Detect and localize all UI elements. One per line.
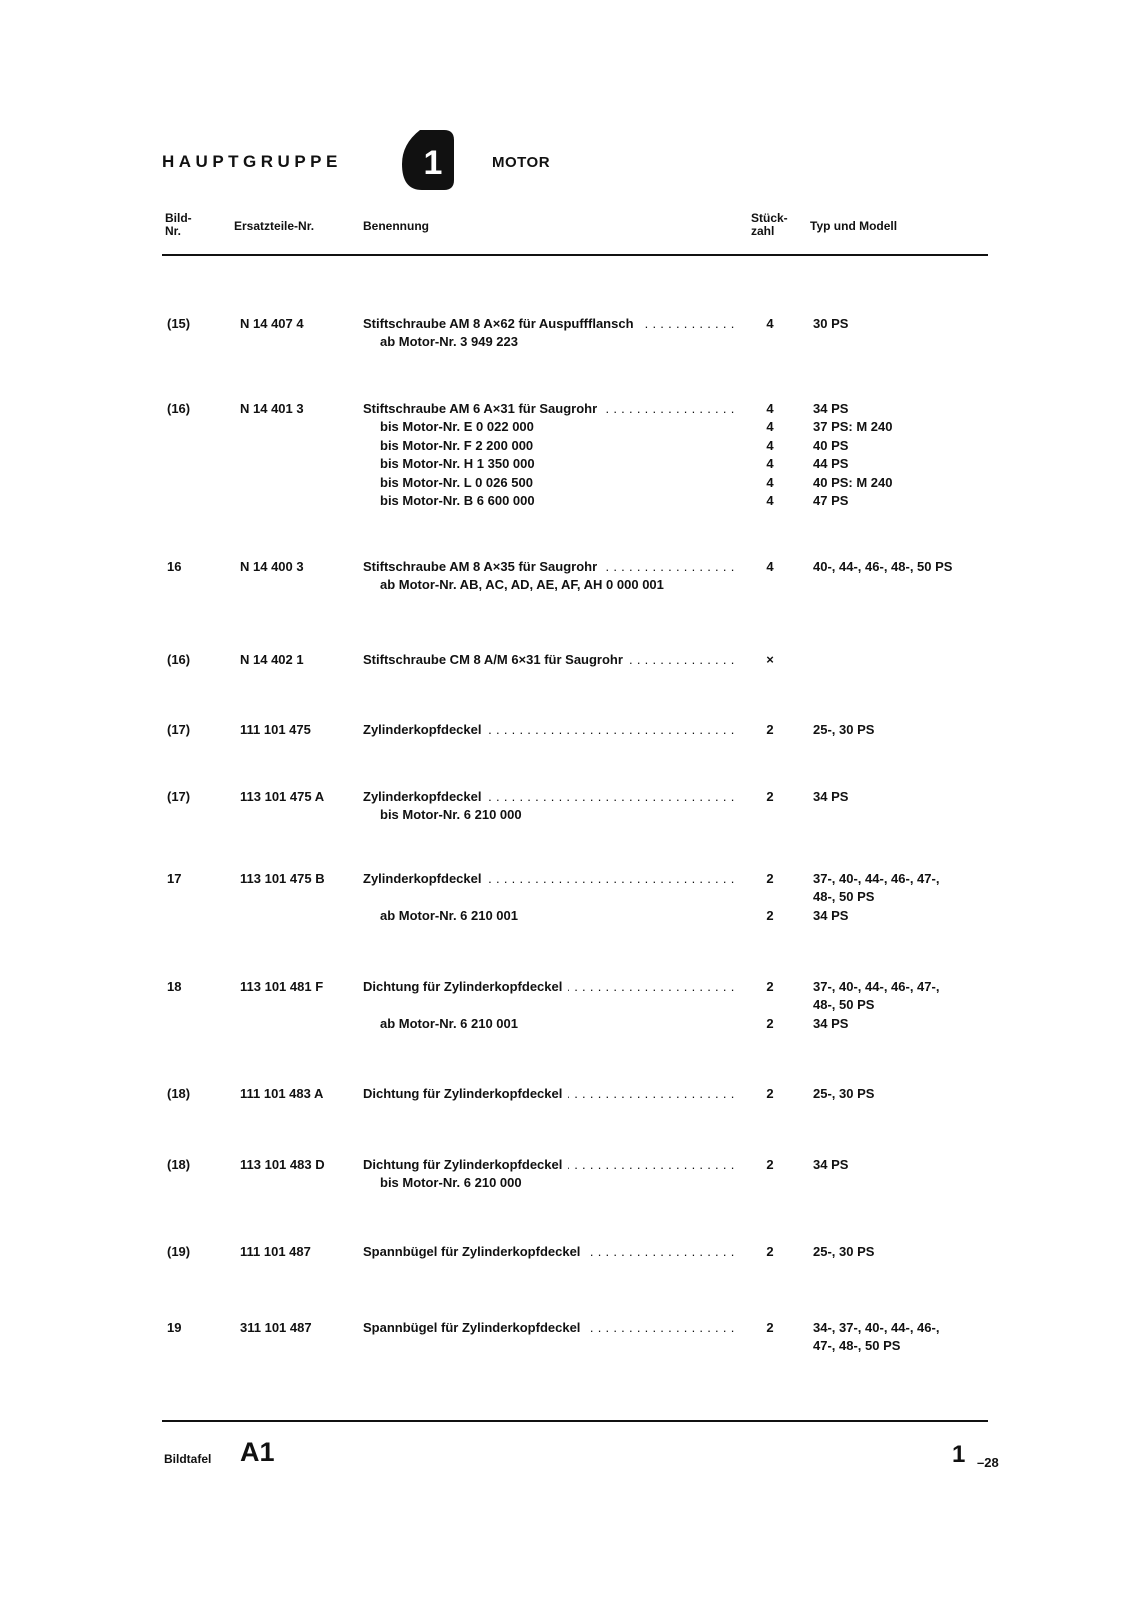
description bbox=[363, 651, 735, 669]
description bbox=[363, 721, 735, 739]
page-subnumber: –28 bbox=[977, 1455, 999, 1470]
figure-number: 17 bbox=[167, 871, 182, 886]
description-text: bis Motor-Nr. 6 210 000 bbox=[380, 1174, 528, 1192]
col-header-qty bbox=[751, 212, 788, 238]
part-number: 111 101 487 bbox=[240, 1244, 311, 1259]
quantity-value: 4 bbox=[766, 401, 774, 416]
figure-number: (15) bbox=[167, 316, 191, 331]
part-number: N 14 401 3 bbox=[240, 401, 304, 416]
type-model-value: 34 PS bbox=[813, 1015, 849, 1031]
quantity bbox=[763, 651, 777, 669]
description-text: . . . Dichtung für Zylinderkopfdeckel bbox=[363, 1085, 568, 1103]
page-number: 1 bbox=[952, 1441, 966, 1468]
description bbox=[363, 1156, 735, 1193]
description-text: bis Motor-Nr. 6 210 000 bbox=[380, 806, 528, 824]
type-model-value: 34 PS bbox=[813, 1157, 849, 1172]
quantity-value: 4 bbox=[766, 559, 774, 574]
description-line bbox=[363, 1319, 735, 1337]
part-number: 113 101 483 D bbox=[240, 1157, 325, 1172]
quantity bbox=[763, 558, 777, 576]
quantity-value: × bbox=[766, 652, 774, 667]
col-header-qty-line1: Stück- bbox=[751, 211, 788, 225]
description-subline bbox=[363, 576, 735, 594]
quantity-value: 2 bbox=[766, 1320, 774, 1335]
quantity-value: 2 bbox=[766, 1244, 774, 1259]
description-text: . . . Stiftschraube AM 8 A×62 für Auspuffflansch bbox=[363, 315, 640, 333]
description-text: . . . Dichtung für Zylinderkopfdeckel bbox=[363, 978, 568, 996]
type-model-value: 34-, 37-, 40-, 44-, 46-, bbox=[813, 1320, 940, 1335]
group-number-badge-shape bbox=[400, 128, 456, 192]
description-subline bbox=[363, 418, 735, 436]
description bbox=[363, 1243, 735, 1261]
description-subline bbox=[363, 333, 735, 351]
figure-number: (19) bbox=[167, 1244, 191, 1259]
description-line bbox=[363, 1085, 735, 1103]
description-line bbox=[363, 315, 735, 333]
quantity-value: 2 bbox=[766, 1086, 774, 1101]
part-number: 113 101 481 F bbox=[240, 979, 324, 994]
quantity-value bbox=[763, 888, 777, 906]
description-subline bbox=[363, 1174, 735, 1192]
description-text: bis Motor-Nr. L 0 026 500 bbox=[380, 474, 539, 492]
quantity-value: 2 bbox=[766, 1157, 774, 1172]
type-model bbox=[813, 1319, 939, 1356]
quantity bbox=[763, 315, 777, 333]
type-model-value: 25-, 30 PS bbox=[813, 1086, 875, 1101]
type-model bbox=[813, 315, 848, 333]
figure-number: (17) bbox=[167, 722, 191, 737]
quantity bbox=[763, 978, 777, 1033]
figure-number: (16) bbox=[167, 401, 191, 416]
col-header-typ: Typ und Modell bbox=[810, 219, 898, 233]
part-number: 111 101 475 bbox=[240, 722, 311, 737]
description-text: bis Motor-Nr. F 2 200 000 bbox=[380, 437, 539, 455]
description-text: ab Motor-Nr. 6 210 001 bbox=[380, 1015, 524, 1033]
figure-number: (18) bbox=[167, 1086, 191, 1101]
quantity-value: 4 bbox=[766, 474, 774, 490]
type-model bbox=[813, 558, 952, 576]
type-model-value: 37-, 40-, 44-, 46-, 47-, bbox=[813, 871, 940, 886]
quantity-value: 4 bbox=[766, 492, 774, 508]
col-header-qty-line2: zahl bbox=[751, 224, 775, 238]
type-model bbox=[813, 1243, 874, 1261]
type-model-value: 40-, 44-, 46-, 48-, 50 PS bbox=[813, 559, 953, 574]
description-subline bbox=[363, 806, 735, 824]
part-number: N 14 400 3 bbox=[240, 559, 304, 574]
description-subline bbox=[363, 888, 735, 906]
type-model-value: 40 PS: M 240 bbox=[813, 474, 893, 490]
quantity bbox=[763, 870, 777, 925]
description-text: . . . Spannbügel für Zylinderkopfdeckel bbox=[363, 1319, 586, 1337]
group-number: 1 bbox=[423, 144, 443, 182]
description-subline bbox=[363, 907, 735, 925]
type-model-value: 47-, 48-, 50 PS bbox=[813, 1338, 901, 1354]
description-text: ab Motor-Nr. AB, AC, AD, AE, AF, AH 0 000 001 bbox=[380, 576, 670, 594]
quantity bbox=[763, 1156, 777, 1174]
type-model-value: 48-, 50 PS bbox=[813, 889, 875, 905]
figure-number: 18 bbox=[167, 979, 182, 994]
description-text: . . . Stiftschraube AM 6 A×31 für Saugrohr bbox=[363, 400, 603, 418]
quantity bbox=[763, 1319, 777, 1337]
description-line bbox=[363, 651, 735, 669]
type-model bbox=[813, 1156, 848, 1174]
type-model-value: 47 PS bbox=[813, 492, 849, 508]
type-model bbox=[813, 788, 848, 806]
figure-number: 16 bbox=[167, 559, 182, 574]
quantity bbox=[763, 400, 777, 510]
type-model-value: 25-, 30 PS bbox=[813, 722, 875, 737]
part-number: 311 101 487 bbox=[240, 1320, 312, 1335]
quantity-value: 2 bbox=[766, 907, 774, 923]
type-model-value: 44 PS bbox=[813, 456, 849, 472]
description bbox=[363, 788, 735, 825]
quantity bbox=[763, 1243, 777, 1261]
quantity bbox=[763, 1085, 777, 1103]
quantity bbox=[763, 788, 777, 806]
description bbox=[363, 978, 735, 1033]
description-text: . . . Zylinderkopfdeckel bbox=[363, 721, 487, 739]
part-number: 113 101 475 B bbox=[240, 871, 325, 886]
description-text: . . . Stiftschraube AM 8 A×35 für Saugrohr bbox=[363, 558, 603, 576]
quantity-value: 4 bbox=[766, 437, 774, 453]
type-model-value: 25-, 30 PS bbox=[813, 1244, 875, 1259]
description bbox=[363, 315, 735, 352]
description-subline bbox=[363, 437, 735, 455]
figure-number: 19 bbox=[167, 1320, 182, 1335]
description-text: ab Motor-Nr. 6 210 001 bbox=[380, 907, 524, 925]
quantity-value: 4 bbox=[766, 316, 774, 331]
quantity-value: 2 bbox=[766, 979, 774, 994]
group-label: HAUPTGRUPPE bbox=[162, 152, 342, 171]
description-text: . . . Zylinderkopfdeckel bbox=[363, 870, 487, 888]
description-line bbox=[363, 870, 735, 888]
description-line bbox=[363, 1156, 735, 1174]
description-text: bis Motor-Nr. H 1 350 000 bbox=[380, 455, 541, 473]
description-text: . . . Spannbügel für Zylinderkopfdeckel bbox=[363, 1243, 586, 1261]
figure-number: (17) bbox=[167, 789, 191, 804]
type-model-value: 48-, 50 PS bbox=[813, 997, 875, 1013]
type-model bbox=[813, 400, 893, 510]
type-model bbox=[813, 978, 939, 1033]
description bbox=[363, 1319, 735, 1337]
type-model bbox=[813, 721, 874, 739]
plate-id: A1 bbox=[240, 1437, 275, 1467]
quantity-value: 4 bbox=[766, 419, 774, 435]
description bbox=[363, 400, 735, 510]
description-subline bbox=[363, 455, 735, 473]
type-model-value: 40 PS bbox=[813, 437, 849, 453]
col-header-bild-line1: Bild- bbox=[165, 211, 192, 225]
description-line bbox=[363, 558, 735, 576]
description bbox=[363, 558, 735, 595]
description-line bbox=[363, 978, 735, 996]
description-subline bbox=[363, 492, 735, 510]
description-text: bis Motor-Nr. E 0 022 000 bbox=[380, 418, 540, 436]
type-model-value: 37-, 40-, 44-, 46-, 47-, bbox=[813, 979, 940, 994]
quantity-value: 4 bbox=[766, 456, 774, 472]
group-name: MOTOR bbox=[492, 154, 551, 171]
quantity-value: 2 bbox=[766, 871, 774, 886]
col-header-desc: Benennung bbox=[363, 219, 429, 233]
plate-label: Bildtafel bbox=[164, 1452, 212, 1466]
quantity-value: 2 bbox=[766, 722, 774, 737]
figure-number: (18) bbox=[167, 1157, 191, 1172]
description-line bbox=[363, 788, 735, 806]
figure-number: (16) bbox=[167, 652, 191, 667]
part-number: 113 101 475 A bbox=[240, 789, 325, 804]
description-line bbox=[363, 400, 735, 418]
description-text: . . . Dichtung für Zylinderkopfdeckel bbox=[363, 1156, 568, 1174]
quantity bbox=[763, 721, 777, 739]
type-model-value: 34 PS bbox=[813, 789, 849, 804]
header-rule bbox=[162, 254, 988, 256]
type-model-value: 34 PS bbox=[813, 907, 849, 923]
type-model bbox=[813, 1085, 874, 1103]
description-text: . . . Zylinderkopfdeckel bbox=[363, 788, 487, 806]
description bbox=[363, 1085, 735, 1103]
part-number: N 14 407 4 bbox=[240, 316, 304, 331]
description-text: . . . Stiftschraube CM 8 A/M 6×31 für Saugrohr bbox=[363, 651, 629, 669]
col-header-bild-line2: Nr. bbox=[165, 224, 182, 238]
quantity-value: 2 bbox=[766, 1015, 774, 1031]
quantity-value: 2 bbox=[766, 789, 774, 804]
quantity-value bbox=[763, 996, 777, 1014]
description-text: bis Motor-Nr. B 6 600 000 bbox=[380, 492, 541, 510]
col-header-part: Ersatzteile-Nr. bbox=[234, 219, 315, 233]
description-subline bbox=[363, 1015, 735, 1033]
description bbox=[363, 870, 735, 925]
type-model-value: 37 PS: M 240 bbox=[813, 419, 893, 435]
description-line bbox=[363, 1243, 735, 1261]
description-subline bbox=[363, 474, 735, 492]
col-header-bild bbox=[165, 212, 192, 238]
type-model-value: 30 PS bbox=[813, 316, 849, 331]
footer-rule bbox=[162, 1420, 988, 1422]
description-text: ab Motor-Nr. 3 949 223 bbox=[380, 333, 524, 351]
description-subline bbox=[363, 996, 735, 1014]
part-number: N 14 402 1 bbox=[240, 652, 304, 667]
group-number-badge bbox=[400, 128, 456, 192]
part-number: 111 101 483 A bbox=[240, 1086, 324, 1101]
description-line bbox=[363, 721, 735, 739]
type-model bbox=[813, 870, 939, 925]
type-model-value: 34 PS bbox=[813, 401, 849, 416]
